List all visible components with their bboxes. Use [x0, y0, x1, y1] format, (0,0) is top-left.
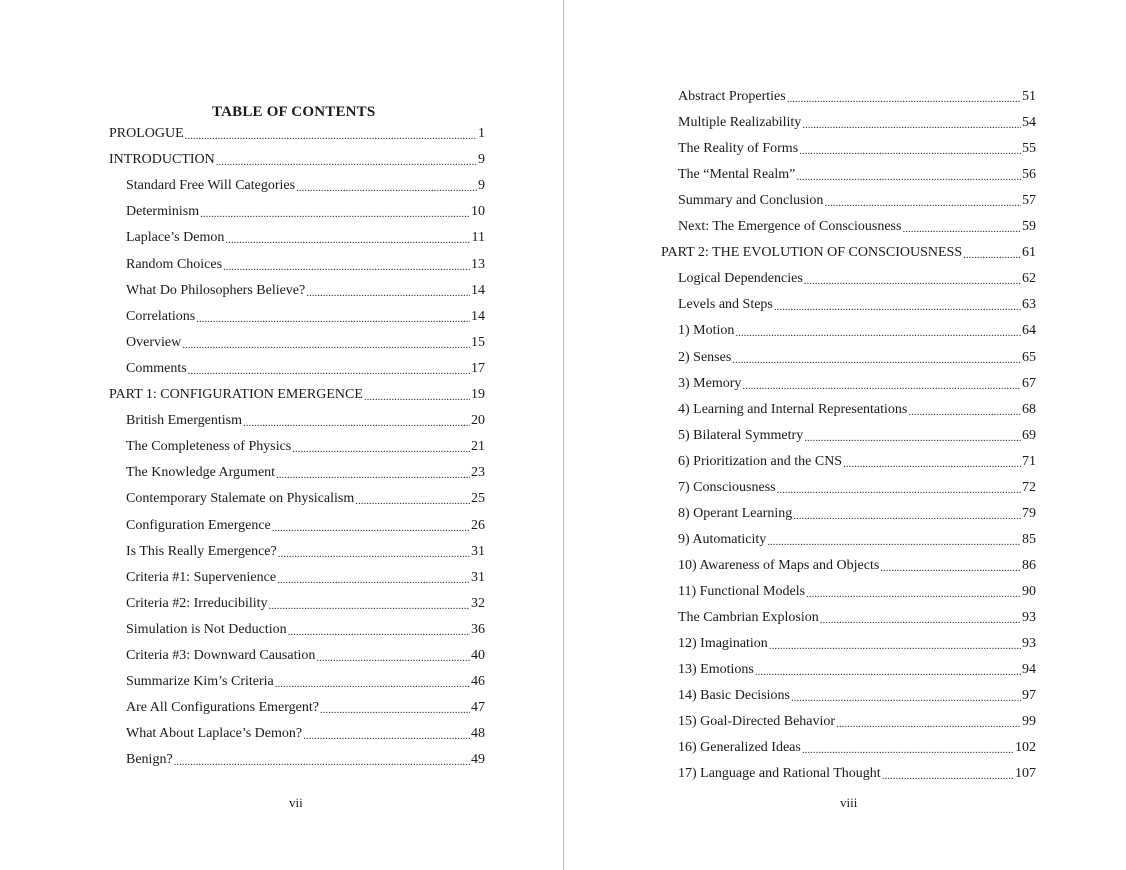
dot-leader [272, 517, 470, 534]
toc-entry-page: 26 [471, 517, 485, 533]
toc-entry-title: 1) Motion [678, 323, 735, 339]
toc-entry [678, 346, 1036, 366]
toc-entry-page: 79 [1022, 505, 1036, 521]
dot-leader [292, 438, 470, 455]
page-number-right: viii [840, 795, 858, 810]
toc-entry-title: 13) Emotions [678, 662, 754, 678]
toc-entry-title: Comments [126, 360, 187, 376]
dot-leader [269, 595, 470, 612]
toc-entry-page: 90 [1022, 583, 1036, 599]
toc-entry [678, 736, 1036, 756]
toc-entry-page: 13 [471, 256, 485, 272]
toc-entry-title: Random Choices [126, 256, 223, 272]
toc-entry [126, 670, 485, 690]
toc-entry-title: 2) Senses [678, 349, 732, 365]
toc-entry [126, 748, 485, 768]
toc-entry [678, 398, 1036, 418]
toc-entry-title: 15) Goal-Directed Behavior [678, 714, 836, 730]
toc-entry-page: 93 [1022, 610, 1036, 625]
toc-entry [126, 200, 485, 220]
dot-leader [188, 360, 470, 377]
toc-entry-page: 72 [1022, 479, 1036, 495]
toc-entry-title: Determinism [126, 204, 200, 220]
toc-entry-title: Contemporary Stalemate on Physicalism [126, 491, 355, 507]
dot-leader [303, 725, 470, 742]
dot-leader [806, 583, 1021, 600]
toc-entry-page: 55 [1022, 141, 1036, 157]
toc-entry-page: 61 [1022, 245, 1036, 261]
toc-entry-page: 63 [1022, 297, 1036, 313]
toc-entry [126, 305, 485, 325]
toc-entry-title: Laplace’s Demon [126, 230, 225, 246]
toc-entry-page: 9 [478, 178, 485, 194]
dot-leader [820, 609, 1021, 626]
dot-leader [320, 699, 470, 716]
toc-title: TABLE OF CONTENTS [212, 104, 376, 120]
toc-entry-title: Benign? [126, 752, 173, 768]
toc-entry-page: 94 [1022, 662, 1036, 678]
toc-entry [109, 122, 485, 142]
dot-leader [755, 661, 1021, 678]
toc-entry-title: 10) Awareness of Maps and Objects [678, 557, 880, 573]
toc-entry-title: Is This Really Emergence? [126, 543, 277, 559]
toc-entry-page: 85 [1022, 531, 1036, 547]
toc-entry-title: Standard Free Will Categories [126, 178, 296, 194]
dot-leader [296, 177, 477, 194]
toc-entry [126, 514, 485, 534]
toc-entry-page: 54 [1022, 115, 1036, 131]
toc-entry-page: 99 [1022, 714, 1036, 730]
dot-leader [769, 635, 1021, 652]
dot-leader [774, 296, 1021, 313]
toc-entry-title: 11) Functional Models [678, 583, 806, 599]
toc-entry-title: What About Laplace’s Demon? [126, 726, 303, 742]
toc-entry [678, 85, 1036, 105]
dot-leader [223, 256, 470, 273]
toc-entry-title: 12) Imagination [678, 636, 768, 652]
dot-leader [767, 531, 1021, 548]
toc-entry-page: 57 [1022, 193, 1036, 209]
toc-entry [678, 450, 1036, 470]
toc-entry-title: 6) Prioritization and the CNS [678, 453, 843, 469]
toc-entry-page: 67 [1022, 375, 1036, 391]
toc-entry [126, 696, 485, 716]
toc-entry-title: PROLOGUE [109, 126, 184, 141]
toc-entry-page: 51 [1022, 89, 1036, 104]
toc-entry-title: 9) Automaticity [678, 531, 767, 547]
toc-entry-title: 3) Memory [678, 375, 742, 391]
toc-entry-title: Criteria #3: Downward Causation [126, 648, 316, 663]
toc-entry [678, 658, 1036, 678]
toc-entry-page: 11 [471, 230, 485, 246]
toc-entry-title: Abstract Properties [678, 89, 786, 104]
toc-entry-page: 47 [471, 700, 485, 716]
toc-entry-page: 1 [478, 126, 485, 141]
toc-entry [126, 357, 485, 377]
toc-entry [126, 409, 485, 429]
toc-entry [678, 606, 1036, 626]
toc-entry-title: PART 2: THE EVOLUTION OF CONSCIOUSNESS [661, 245, 963, 261]
dot-leader [185, 125, 477, 142]
toc-entry [678, 710, 1036, 730]
dot-leader [902, 218, 1021, 235]
toc-entry [678, 267, 1036, 287]
toc-entry [126, 435, 485, 455]
toc-entry [678, 502, 1036, 522]
toc-entry [678, 762, 1036, 782]
toc-entry-page: 56 [1022, 167, 1036, 183]
toc-entry [661, 241, 1036, 261]
dot-leader [908, 401, 1021, 418]
right-page [564, 0, 1126, 870]
toc-entry-page: 36 [471, 621, 485, 637]
toc-entry-title: The Cambrian Explosion [678, 610, 819, 625]
toc-entry-title: PART 1: CONFIGURATION EMERGENCE [109, 387, 363, 402]
toc-entry [126, 253, 485, 273]
toc-entry [109, 148, 485, 168]
toc-entry-title: 4) Learning and Internal Representations [678, 401, 908, 417]
toc-entry-page: 15 [471, 334, 485, 350]
toc-entry-page: 62 [1022, 271, 1036, 287]
toc-entry [126, 566, 485, 586]
toc-entry-page: 25 [471, 491, 485, 507]
toc-entry-title: Next: The Emergence of Consciousness [678, 219, 902, 235]
toc-entry-title: The Knowledge Argument [126, 465, 276, 481]
toc-entry-title: Multiple Realizability [678, 115, 802, 131]
toc-entry-title: 14) Basic Decisions [678, 688, 790, 704]
dot-leader [316, 647, 470, 664]
toc-entry-page: 102 [1015, 740, 1036, 756]
toc-entry-page: 69 [1022, 427, 1036, 443]
toc-entry-title: British Emergentism [126, 413, 243, 429]
toc-entry-page: 65 [1022, 349, 1036, 365]
toc-entry [126, 226, 485, 246]
dot-leader [804, 270, 1021, 287]
toc-entry-title: Overview [126, 334, 182, 350]
toc-entry-page: 46 [471, 674, 485, 690]
toc-entry [678, 528, 1036, 548]
toc-entry-title: The “Mental Realm” [678, 167, 796, 183]
toc-entry [126, 487, 485, 507]
toc-entry-page: 107 [1015, 766, 1036, 782]
toc-entry-page: 86 [1022, 557, 1036, 573]
dot-leader [278, 543, 470, 560]
dot-leader [963, 244, 1021, 261]
dot-leader [276, 464, 470, 481]
toc-entry [126, 592, 485, 612]
toc-entry-page: 32 [471, 595, 485, 611]
toc-entry-page: 19 [471, 387, 485, 402]
toc-entry [678, 215, 1036, 235]
toc-entry [678, 580, 1036, 600]
toc-entry-page: 31 [471, 569, 485, 585]
toc-entry [126, 461, 485, 481]
dot-leader [777, 479, 1021, 496]
dot-leader [802, 114, 1021, 131]
toc-entry [678, 293, 1036, 313]
toc-entry [109, 383, 485, 403]
toc-entry [126, 644, 485, 664]
toc-entry-page: 40 [471, 648, 485, 663]
toc-entry-title: 16) Generalized Ideas [678, 740, 801, 756]
dot-leader [288, 621, 470, 638]
toc-entry-title: Levels and Steps [678, 297, 773, 313]
page-number-left: vii [289, 795, 303, 810]
toc-entry-title: The Reality of Forms [678, 141, 799, 157]
dot-leader [243, 412, 470, 429]
toc-entry-title: Criteria #2: Irreducibility [126, 595, 268, 611]
dot-leader [796, 166, 1021, 183]
dot-leader [182, 334, 470, 351]
toc-entry [678, 632, 1036, 652]
toc-entry-title: The Completeness of Physics [126, 439, 292, 455]
dot-leader [306, 282, 470, 299]
toc-entry-page: 71 [1022, 453, 1036, 469]
dot-leader [793, 505, 1021, 522]
dot-leader [804, 427, 1021, 444]
dot-leader [882, 765, 1014, 782]
dot-leader [355, 490, 470, 507]
toc-entry-page: 64 [1022, 323, 1036, 339]
toc-entry-title: Summarize Kim’s Criteria [126, 674, 274, 690]
toc-entry-title: Are All Configurations Emergent? [126, 700, 319, 716]
toc-entry [126, 174, 485, 194]
toc-entry-page: 17 [471, 360, 485, 376]
toc-entry-page: 23 [471, 465, 485, 481]
toc-entry [126, 722, 485, 742]
toc-entry-page: 31 [471, 543, 485, 559]
toc-entry-page: 14 [471, 282, 485, 298]
dot-leader [799, 140, 1021, 157]
dot-leader [843, 453, 1021, 470]
dot-leader [836, 713, 1021, 730]
toc-entry [126, 540, 485, 560]
dot-leader [735, 322, 1021, 339]
toc-entry-title: INTRODUCTION [109, 152, 215, 168]
toc-entry [678, 684, 1036, 704]
left-page [0, 0, 562, 870]
toc-entry [126, 279, 485, 299]
dot-leader [364, 386, 470, 403]
toc-entry-page: 10 [471, 204, 485, 220]
dot-leader [802, 739, 1014, 756]
toc-entry [678, 137, 1036, 157]
toc-entry-page: 97 [1022, 688, 1036, 704]
toc-entry [678, 476, 1036, 496]
toc-entry-page: 93 [1022, 636, 1036, 652]
toc-entry-title: 17) Language and Rational Thought [678, 766, 881, 782]
toc-entry-title: 7) Consciousness [678, 479, 776, 495]
toc-entry-title: 8) Operant Learning [678, 505, 793, 521]
toc-entry-page: 48 [471, 726, 485, 742]
toc-entry [126, 618, 485, 638]
toc-entry [678, 111, 1036, 131]
dot-leader [216, 151, 477, 168]
toc-entry-page: 49 [471, 752, 485, 768]
toc-entry-title: Summary and Conclusion [678, 193, 824, 209]
toc-entry-title: Correlations [126, 308, 196, 324]
toc-entry-page: 9 [478, 152, 485, 168]
toc-entry [678, 372, 1036, 392]
dot-leader [277, 569, 470, 586]
dot-leader [880, 557, 1021, 574]
toc-entry [126, 331, 485, 351]
toc-entry [678, 554, 1036, 574]
dot-leader [732, 349, 1021, 366]
dot-leader [791, 687, 1021, 704]
toc-entry-title: What Do Philosophers Believe? [126, 282, 306, 298]
toc-entry-title: Criteria #1: Supervenience [126, 569, 277, 585]
toc-entry [678, 424, 1036, 444]
toc-entry-page: 20 [471, 413, 485, 429]
toc-entry [678, 189, 1036, 209]
toc-entry-page: 21 [471, 439, 485, 455]
toc-entry-title: Logical Dependencies [678, 271, 803, 287]
dot-leader [225, 229, 470, 246]
toc-entry-page: 14 [471, 308, 485, 324]
toc-entry [678, 319, 1036, 339]
dot-leader [174, 751, 470, 768]
dot-leader [787, 88, 1021, 105]
toc-entry-title: 5) Bilateral Symmetry [678, 427, 804, 443]
dot-leader [200, 203, 470, 220]
toc-entry-page: 59 [1022, 219, 1036, 235]
dot-leader [742, 375, 1021, 392]
toc-entry-title: Simulation is Not Deduction [126, 621, 287, 637]
toc-entry-title: Configuration Emergence [126, 517, 271, 533]
toc-entry-page: 68 [1022, 401, 1036, 417]
dot-leader [275, 673, 470, 690]
dot-leader [196, 308, 470, 325]
dot-leader [824, 192, 1021, 209]
toc-entry [678, 163, 1036, 183]
